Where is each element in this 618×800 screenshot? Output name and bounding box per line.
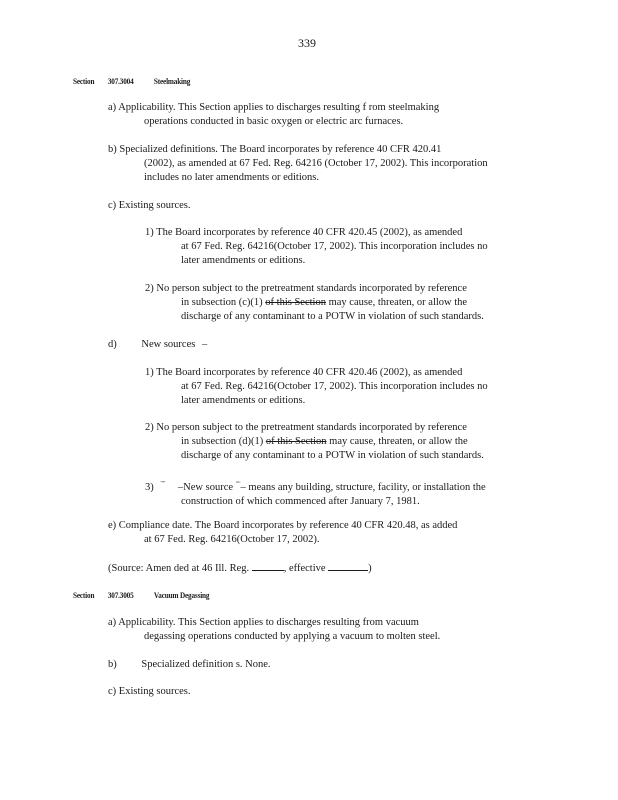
section-number: 307.3005 <box>107 590 134 600</box>
text-fragment: may cause, threaten, or allow the <box>326 436 468 447</box>
text-fragment: – means any building, structure, facility, or installation the <box>240 481 486 493</box>
text-line <box>181 296 484 310</box>
text-line: later amendments or editions. <box>181 255 306 266</box>
section-label: Section <box>73 590 95 600</box>
item-number: 3) <box>145 481 154 493</box>
text-line: includes no later amendments or editions. <box>144 172 319 183</box>
subsection-a-3005 <box>108 616 440 644</box>
text-line: operations conducted in basic oxygen or electric arc furnaces. <box>144 116 404 127</box>
text-line: degassing operations conducted by applying a vacuum to molten steel. <box>144 631 441 642</box>
text-line: 2) No person subject to the pretreatment standards incorporated by reference <box>145 422 467 433</box>
subsection-e <box>108 519 457 547</box>
text-line: later amendments or editions. <box>181 395 306 406</box>
text-line: discharge of any contaminant to a POTW in violation of such standards. <box>181 450 484 461</box>
source-note <box>108 560 372 576</box>
subsection-label: b) <box>108 659 117 670</box>
section-number: 307.3004 <box>107 76 134 86</box>
subsection-c1 <box>145 226 488 268</box>
subsection-d3 <box>145 477 486 509</box>
section-title: Vacuum Degassing <box>153 590 210 600</box>
subsection-label: d) <box>108 339 117 350</box>
text-fragment: may cause, threaten, or allow the <box>325 297 468 308</box>
section-heading-3005 <box>73 590 209 600</box>
text-line <box>181 435 484 449</box>
section-heading-3004 <box>73 76 190 86</box>
text-line: a) Applicability. This Section applies to discharges resulting from vacuum <box>108 617 419 628</box>
subsection-text: Specialized definition s. None. <box>141 659 271 670</box>
text-line: at 67 Fed. Reg. 64216(October 17, 2002). This incorporation includes no <box>181 241 488 252</box>
blank-line <box>252 560 284 571</box>
subsection-b <box>108 143 488 185</box>
subsection-c2 <box>145 282 484 324</box>
text-line: at 67 Fed. Reg. 64216(October 17, 2002). <box>144 534 320 545</box>
text-fragment: in subsection (d)(1) <box>181 436 264 447</box>
text-line: 2) No person subject to the pretreatment standards incorporated by reference <box>145 283 467 294</box>
subsection-d2 <box>145 421 484 463</box>
struck-text: of this Section <box>265 297 326 308</box>
section-title: Steelmaking <box>153 76 191 86</box>
subsection-a <box>108 101 439 129</box>
defined-term: –New source <box>177 481 234 493</box>
blank-line <box>328 560 368 571</box>
insert-mark: – <box>201 339 208 350</box>
text-line: at 67 Fed. Reg. 64216(October 17, 2002). This incorporation includes no <box>181 381 488 392</box>
text-fragment: , effective <box>283 563 326 574</box>
struck-text: of this Section <box>265 436 327 447</box>
subsection-c-3005: c) Existing sources. <box>108 686 191 697</box>
text-fragment: ) <box>368 563 372 574</box>
subsection-d <box>108 338 207 352</box>
text-line: e) Compliance date. The Board incorporates by reference 40 CFR 420.48, as added <box>108 520 458 531</box>
subsection-b-3005 <box>108 658 271 672</box>
text-line: 1) The Board incorporates by reference 40 CFR 420.46 (2002), as amended <box>145 367 463 378</box>
text-line: construction of which commenced after January 7, 1981. <box>181 495 420 507</box>
text-line <box>145 482 486 493</box>
subsection-c: c) Existing sources. <box>108 200 191 211</box>
page-number: 339 <box>298 36 316 50</box>
text-fragment: (Source: Amen ded at 46 Ill. Reg. <box>108 563 250 574</box>
text-line: (2002), as amended at 67 Fed. Reg. 64216 (October 17, 2002). This incorporation <box>144 158 488 169</box>
text-fragment: in subsection (c)(1) <box>181 297 263 308</box>
subsection-d1 <box>145 366 488 408</box>
section-label: Section <box>73 76 95 86</box>
quote-marks: "" <box>160 481 166 487</box>
text-line: a) Applicability. This Section applies to discharges resulting f rom steelmaking <box>108 102 440 113</box>
quote-marks: "" <box>235 481 241 487</box>
text-line: discharge of any contaminant to a POTW in violation of such standards. <box>181 311 484 322</box>
subsection-title: New sources <box>141 339 196 350</box>
text-line: b) Specialized definitions. The Board incorporates by reference 40 CFR 420.41 <box>108 144 442 155</box>
text-line: 1) The Board incorporates by reference 40 CFR 420.45 (2002), as amended <box>145 227 463 238</box>
